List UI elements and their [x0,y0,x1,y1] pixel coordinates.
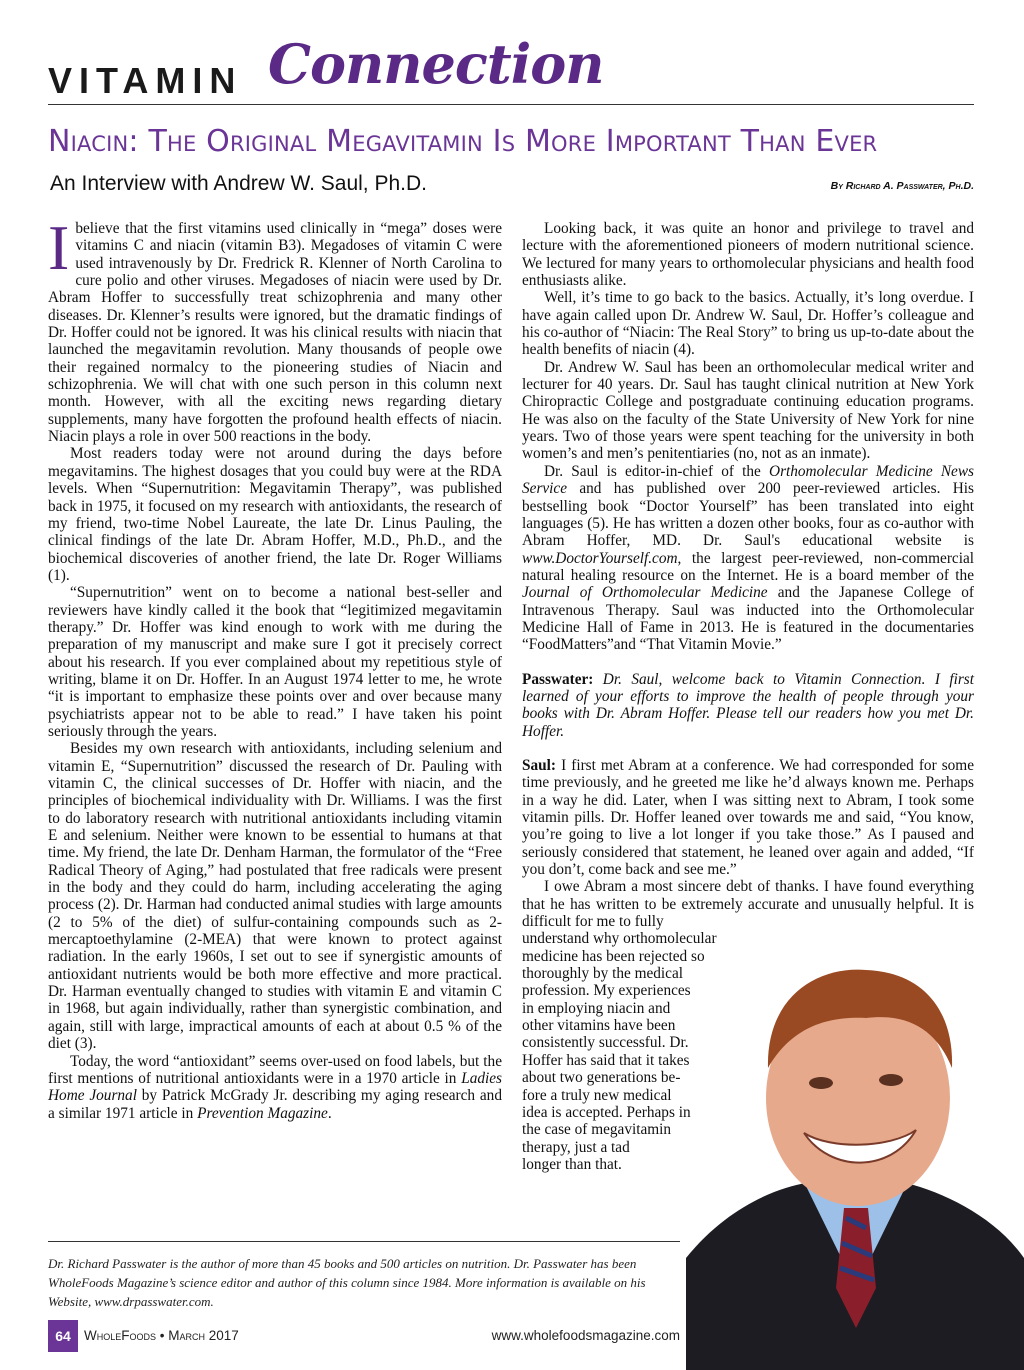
paragraph: Besides my own research with antioxidants, including selenium and vitamin E, “Supernutrition” discussed the research of Dr. Pauling with vitamin C, the clinical successes of Dr. Hoffer with niacin, and the principles of biochemical individuality with Dr. Williams. I was the first to do laboratory research with nutritional antioxidants including vitamin E and selenium. Neither were known to be essential to humans at that time. My friend, the late Dr. Denham Harman, the formulator of the “Free Radical Theory of Aging,” had postulated that free radicals were present in the body and they could do harm, including accelerating the aging process (2). Dr. Harman had conducted animal studies with large amounts (2 to 5% of the diet) of sulfur-containing compounds such as 2-mercaptoethylamine (2-MEA) that were known to protect against radiation. In the early 1960s, I set out to see if synergistic amounts of antioxidant nutrients would be both more effective and more practical. Dr. Harman eventually changed to studies with vitamin E and vitamin C in 1968, but again individually, rather than synergistic combination, and again, still with large, impractical amounts of each at about 0.5 % of the diet (3). [48,740,502,1053]
paragraph: Looking back, it was quite an honor and privilege to travel and lecture with the aforementioned pioneers of modern nutritional science. We lectured for many years to orthomolecular physicians and health food enthusiasts alike. [522,220,974,290]
masthead [48,30,974,105]
page-number: 64 [48,1320,78,1352]
footnote-divider [48,1241,680,1242]
page-footer [48,1320,680,1352]
article-subtitle: An Interview with Andrew W. Saul, Ph.D. [50,172,427,195]
author-photo [686,958,1024,1370]
paragraph: Today, the word “antioxidant” seems over-used on food labels, but the first mentions of nutritional antioxidants were in a 1970 article in Ladies Home Journal by Patrick McGrady Jr. describing my aging research and a similar 1971 article in Prevention Magazine. [48,1052,502,1122]
wrapped-paragraph: understand why orthomolecular medicine has been rejected so thoroughly by the medical profession. My experiences in employing niacin and other vitamins have been consistently successful. Dr. Hoffer has said that it takes about two generations be- fore a truly new medical idea is accepted. Perhaps in the case of megavitamin therapy, just a tad longer than that. [522,930,717,1173]
paragraph: Most readers today were not around during the days before megavitamins. The highest dosages that you could buy were at the RDA levels. When “Supernutrition: Megavitamin Therapy”, was published back in 1975, it focused on my research with antioxidants, the research of my friend, two-time Nobel Laureate, the late Dr. Linus Pauling, the clinical findings of the late Dr. Abram Hoffer, M.D., Ph.D., and the biochemical discoveries of another friend, the late Dr. Roger Williams (1). [48,445,502,584]
masthead-connection: Connection [268,32,604,96]
paragraph: Dr. Saul is editor-in-chief of the Orthomolecular Medicine News Service and has published over 200 peer-reviewed articles. His bestselling book “Doctor Yourself” has been translated into eight languages (5). He has written a dozen other books, four as co-author with Abram Hoffer, MD. Dr. Saul's educational website is www.DoctorYourself.com, the largest peer-reviewed, non-commercial natural healing resource on the Internet. He is a board member of the Journal of Orthomolecular Medicine and the Japanese College of Intravenous Therapy. Saul was inducted into the Orthomolecular Medicine Hall of Fame in 2013. He is featured in the documentaries “FoodMatters”and “That Vitamin Movie.” [522,462,975,654]
paragraph: I owe Abram a most sincere debt of thanks. I have found everything that he has written to be extremely accurate and unusually helpful. It is difficult for me to fully [522,878,974,931]
interview-question: Passwater: Dr. Saul, welcome back to Vitamin Connection. I first learned of your efforts to improve the health of people through your books with Dr. Abram Hoffer. Please tell our readers how you met Dr. Hoffer. [522,670,974,740]
author-bio: Dr. Richard Passwater is the author of more than 45 books and 500 articles on nutrition. Dr. Passwater has been WholeFoods Magazine’s science editor and author of this column since 1984. More information is available on his Website, www.drpasswater.com. [48,1256,646,1309]
article-title: Niacin: The Original Megavitamin Is More Important Than Ever [48,124,878,159]
left-column [48,212,502,1122]
byline: By Richard A. Passwater, Ph.D. [830,180,974,192]
paragraph: “Supernutrition” went on to become a national best-seller and reviewers have kindly called it the book that “legitimized megavitamin therapy.” Dr. Hoffer was kind enough to work with me during the preparation of my manuscript and make sure I got it precisely correct about his research. If you ever complained about my repetitious style of writing, blame it on Dr. Hoffer. In an August 1974 letter to me, he wrote “it is important to emphasize these points over and over because many psychiatrists appear not to be able to read.” I have taken his point seriously through the years. [48,584,502,740]
paragraph: Well, it’s time to go back to the basics. Actually, it’s long overdue. I have again called upon Dr. Andrew W. Saul, Dr. Hoffer’s colleague and his co-author of “Niacin: The Real Story” to bring us up-to-date about the health benefits of niacin (4). [522,289,974,359]
paragraph: Ibelieve that the first vitamins used clinically in “mega” doses were vitamins C and niacin (vitamin B3). Megadoses of vitamin C were used intravenously by Dr. Fredrick R. Klenner of North Carolina to cure polio and other viruses. Megadoses of niacin were used by Dr. Abram Hoffer to successfully treat schizophrenia and many other diseases. Dr. Klenner’s results were ignored, but the dramatic findings of Dr. Hoffer could not be ignored. It was his clinical results with niacin that launched the megavitamin revolution. Many thousands of people owe their regained normalcy to the pioneering studies of Niacin and schizophrenia. We will chat with one such person in this column next month. However, with all the exciting news regarding dietary supplements, many have forgotten the profound health effects of niacin. Niacin plays a role in over 500 reactions in the body. [48,212,502,446]
masthead-vitamin: VITAMIN [48,60,243,101]
paragraph: Dr. Andrew W. Saul has been an orthomolecular medical writer and lecturer for 40 years. Dr. Saul has taught clinical nutrition at New York Chiropractic College and postgraduate continuing education programs. He was also on the faculty of the State University of New York for nine years. Two of those years were spent teaching for the university in both women’s and men’s penitentiaries (no, not as an inmate). [522,358,974,463]
interview-answer: Saul: I first met Abram at a conference. We had corresponded for some time previously, and he greeted me like he’d always known me. Perhaps in a way he did. Later, when I was sitting next to Abram, I took some vitamin pills. Dr. Hoffer leaned over towards me and said, “You know, you’re going to live a lot longer if you take those.” As I paused and seriously considered that statement, he leaned over again and added, “If you don’t, come back and see me.” [522,756,974,879]
magazine-website: www.wholefoodsmagazine.com [491,1328,680,1343]
drop-cap: I [48,212,70,283]
magazine-issue: WholeFoods • March 2017 [84,1328,239,1343]
